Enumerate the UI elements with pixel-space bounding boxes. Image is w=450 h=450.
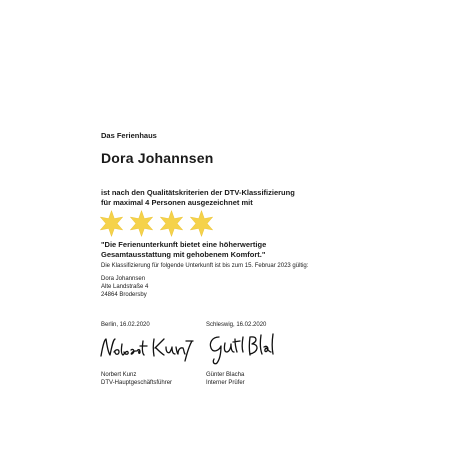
place-date-right: Schleswig, 16.02.2020 — [206, 322, 267, 328]
address-street: Alte Landstraße 4 — [101, 284, 149, 290]
signer-name-right: Günter Blacha — [206, 372, 245, 378]
address-name: Dora Johannsen — [101, 276, 146, 282]
owner-name-heading: Dora Johannsen — [101, 150, 214, 166]
quote-line-1: "Die Ferienunterkunft bietet eine höherwertige — [101, 240, 267, 249]
signature-left — [98, 330, 194, 364]
quote-line-2: Gesamtausstattung mit gehobenem Komfort." — [101, 250, 266, 259]
signature-right — [206, 328, 284, 366]
criteria-text-line-1: ist nach den Qualitätskriterien der DTV-Klassifizierung — [101, 188, 295, 197]
signer-name-left: Norbert Kunz — [101, 372, 137, 378]
validity-text: Die Klassifizierung für folgende Unterkunft ist bis zum 15. Februar 2023 gültig: — [101, 263, 309, 269]
criteria-text-line-2: für maximal 4 Personen ausgezeichnet mit — [101, 198, 253, 207]
star-icon — [158, 210, 185, 237]
star-icon — [188, 210, 215, 237]
star-rating — [98, 210, 215, 237]
house-type-label: Das Ferienhaus — [101, 131, 157, 140]
signer-title-right: Interner Prüfer — [206, 380, 245, 386]
star-icon — [98, 210, 125, 237]
address-city: 24864 Brodersby — [101, 292, 147, 298]
signer-title-left: DTV-Hauptgeschäftsführer — [101, 380, 173, 386]
star-icon — [128, 210, 155, 237]
place-date-left: Berlin, 16.02.2020 — [101, 322, 150, 328]
